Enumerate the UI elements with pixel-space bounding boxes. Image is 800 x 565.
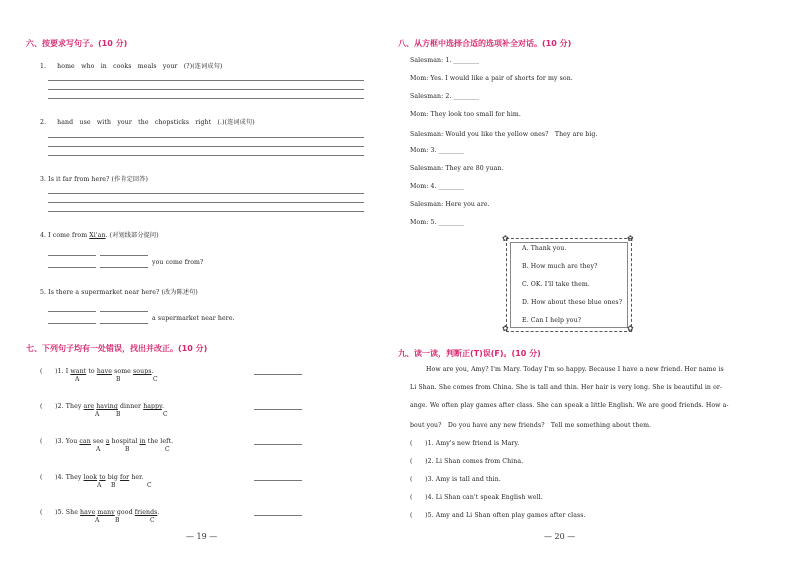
answer-blank bbox=[48, 255, 96, 256]
corner-deco-icon: ✿ bbox=[502, 234, 509, 243]
answer-line bbox=[48, 80, 364, 81]
part-a: look bbox=[83, 474, 98, 481]
text: see bbox=[90, 438, 106, 445]
text: 3. You bbox=[57, 438, 80, 445]
answer-blank bbox=[100, 267, 148, 268]
section-7-item-4 bbox=[40, 472, 144, 481]
tf-item-3: ( )3. Amy is tall and thin. bbox=[410, 476, 501, 483]
option-e: E. Can I help you? bbox=[522, 317, 582, 324]
part-b: have bbox=[96, 368, 113, 375]
label-c: C bbox=[147, 482, 152, 489]
page-number-19: — 19 — bbox=[186, 532, 218, 541]
part-b: a bbox=[105, 438, 110, 445]
tf-item-4: ( )4. Li Shan can't speak English well. bbox=[410, 494, 543, 501]
label-c: C bbox=[153, 376, 158, 383]
label-c: C bbox=[150, 517, 155, 524]
paren: ( ) bbox=[40, 438, 58, 445]
label-a: A bbox=[95, 411, 100, 418]
text: 2. They bbox=[57, 403, 84, 410]
label-b: B bbox=[116, 376, 121, 383]
part-c: for bbox=[119, 474, 130, 481]
question-6-3: 3. Is it far from here? (作肯定回答) bbox=[40, 176, 149, 183]
question-6-1: 1. home who in cooks meals your (?)(连词成句) bbox=[40, 63, 223, 70]
part-b: many bbox=[97, 509, 115, 516]
option-d: D. How about these blue ones? bbox=[522, 299, 623, 306]
q4-pre: 4. I come from bbox=[40, 232, 90, 239]
dialogue-line: Salesman: Would you like the yellow ones? They are big. bbox=[410, 131, 598, 138]
option-a: A. Thank you. bbox=[522, 245, 567, 252]
tf-item-2: ( )2. Li Shan comes from China. bbox=[410, 458, 524, 465]
dialogue-line: Mom: 5. ________ bbox=[410, 219, 465, 226]
text: good bbox=[114, 509, 135, 516]
label-c: C bbox=[163, 411, 168, 418]
section-8-title: 八、从方框中选择合适的选项补全对话。(10 分) bbox=[398, 39, 572, 48]
label-a: A bbox=[95, 517, 100, 524]
label-b: B bbox=[111, 482, 116, 489]
q4-underlined: Xi'an bbox=[89, 232, 106, 239]
section-7-title: 七、下列句子均有一处错误，找出并改正。(10 分) bbox=[26, 344, 208, 353]
paren: ( ) bbox=[40, 368, 58, 375]
correction-blank bbox=[254, 480, 302, 481]
answer-blank bbox=[100, 255, 148, 256]
dialogue-line: Salesman: 2. ________ bbox=[410, 93, 480, 100]
dialogue-line: Salesman: Here you are. bbox=[410, 201, 490, 208]
q4-tail: you come from? bbox=[152, 259, 204, 266]
answer-blank bbox=[100, 311, 148, 312]
text: . bbox=[161, 403, 165, 410]
correction-blank bbox=[254, 409, 302, 410]
answer-line bbox=[48, 98, 364, 99]
tf-item-5: ( )5. Amy and Li Shan often play games after class. bbox=[410, 512, 586, 519]
answer-line bbox=[48, 146, 364, 147]
corner-deco-icon: ✿ bbox=[502, 324, 509, 333]
label-b: B bbox=[116, 411, 121, 418]
part-a: want bbox=[70, 368, 87, 375]
option-c: C. OK. I'll take them. bbox=[522, 281, 590, 288]
answer-line bbox=[48, 155, 364, 156]
part-c: in bbox=[139, 438, 146, 445]
answer-line bbox=[48, 89, 364, 90]
part-b: to bbox=[99, 474, 106, 481]
correction-blank bbox=[254, 444, 302, 445]
paren: ( ) bbox=[40, 509, 58, 516]
part-a: have bbox=[80, 509, 96, 516]
q5-tail: a supermarket near here. bbox=[152, 315, 235, 322]
question-6-2: 2. hand use with your the chopsticks right (.)(连词成句) bbox=[40, 119, 255, 126]
corner-deco-icon: ✿ bbox=[627, 234, 634, 243]
section-7-item-5 bbox=[40, 507, 160, 516]
answer-blank bbox=[48, 323, 96, 324]
answer-blank bbox=[48, 267, 96, 268]
label-c: C bbox=[165, 446, 170, 453]
text: . bbox=[151, 368, 154, 375]
paren: ( ) bbox=[40, 403, 58, 410]
part-a: can bbox=[79, 438, 91, 445]
text: her. bbox=[129, 474, 144, 481]
section-7-item-1 bbox=[40, 366, 154, 375]
part-c: friends bbox=[134, 509, 158, 516]
tf-item-1: ( )1. Amy's new friend is Mary. bbox=[410, 440, 520, 447]
text: to bbox=[86, 368, 97, 375]
correction-blank bbox=[254, 374, 302, 375]
part-c: happy bbox=[143, 403, 162, 410]
label-a: A bbox=[97, 482, 102, 489]
answer-blank bbox=[100, 323, 148, 324]
section-6-title: 六、按要求写句子。(10 分) bbox=[26, 39, 128, 48]
dialogue-line: Salesman: They are 80 yuan. bbox=[410, 165, 504, 172]
label-b: B bbox=[125, 446, 130, 453]
section-9-title: 九、读一读，判断正(T)误(F)。(10 分) bbox=[398, 349, 541, 358]
section-7-item-3 bbox=[40, 436, 173, 445]
label-b: B bbox=[115, 517, 120, 524]
text: 5. She bbox=[57, 509, 81, 516]
option-b: B. How much are they? bbox=[522, 263, 598, 270]
text: hospital bbox=[109, 438, 140, 445]
text: big bbox=[105, 474, 120, 481]
text: dinner bbox=[117, 403, 144, 410]
correction-blank bbox=[254, 515, 302, 516]
dialogue-line: Mom: Yes. I would like a pair of shorts for my son. bbox=[410, 75, 573, 82]
dialogue-line: Mom: 4. ________ bbox=[410, 183, 465, 190]
q4-post: . (对划线部分提问) bbox=[105, 232, 159, 239]
part-b: having bbox=[96, 403, 118, 410]
label-a: A bbox=[75, 376, 80, 383]
passage-line: Li Shan. She comes from China. She is tall and thin. Her hair is very long. She is beautiful in or- bbox=[410, 384, 723, 391]
part-a: are bbox=[83, 403, 95, 410]
text: 1. I bbox=[57, 368, 71, 375]
question-6-4 bbox=[40, 230, 159, 239]
question-6-5: 5. Is there a supermarket near here? (改为陈述句) bbox=[40, 289, 198, 296]
answer-line bbox=[48, 202, 364, 203]
text: the left. bbox=[145, 438, 174, 445]
text: . bbox=[157, 509, 160, 516]
part-c: soups bbox=[133, 368, 152, 375]
text: some bbox=[112, 368, 134, 375]
dialogue-line: Mom: 3. ________ bbox=[410, 147, 465, 154]
page-number-20: — 20 — bbox=[544, 532, 576, 541]
answer-line bbox=[48, 137, 364, 138]
text: 4. They bbox=[57, 474, 84, 481]
label-a: A bbox=[96, 446, 101, 453]
passage-line: bout you? Do you have any new friends? Tell me something about them. bbox=[410, 422, 652, 429]
answer-blank bbox=[48, 311, 96, 312]
dialogue-line: Mom: They look too small for him. bbox=[410, 111, 521, 118]
section-7-item-2 bbox=[40, 401, 164, 410]
passage-line: ange. We often play games after class. She can speak a little English. We are good friends. How a- bbox=[410, 402, 729, 409]
passage-line: How are you, Amy? I'm Mary. Today I'm so happy. Because I have a new friend. Her name is bbox=[426, 366, 724, 373]
answer-line bbox=[48, 211, 364, 212]
answer-line bbox=[48, 193, 364, 194]
corner-deco-icon: ✿ bbox=[627, 324, 634, 333]
dialogue-line: Salesman: 1. ________ bbox=[410, 57, 480, 64]
paren: ( ) bbox=[40, 474, 58, 481]
